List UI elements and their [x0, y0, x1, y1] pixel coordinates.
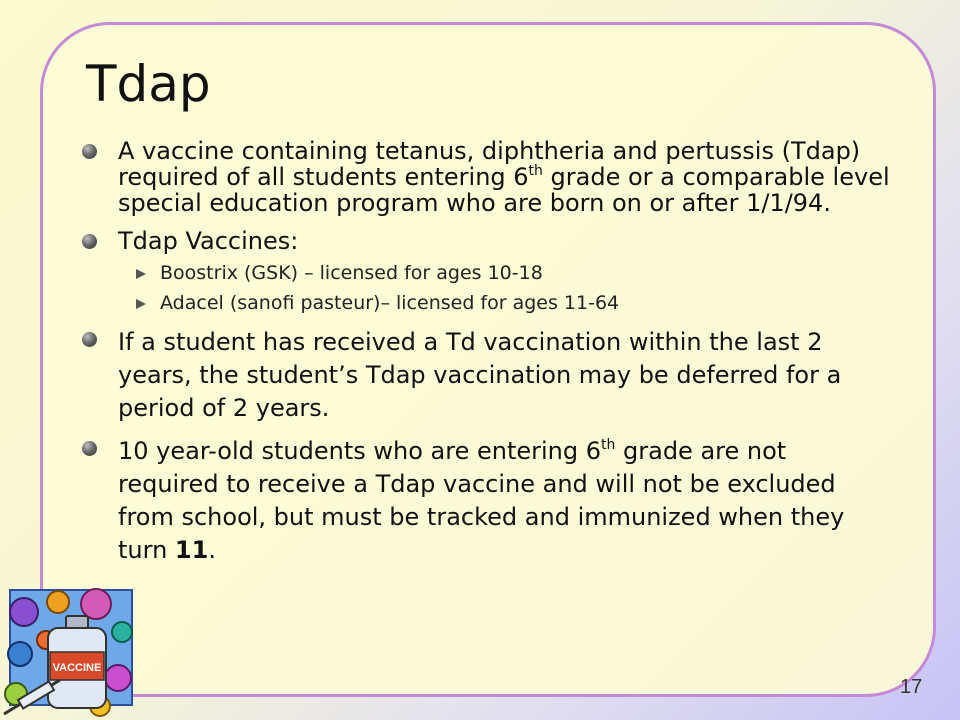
sub-bullet-arrow-icon [136, 299, 146, 309]
sub-bullet-text: Adacel (sanofi pasteur)– licensed for ages 11-64 [160, 292, 620, 314]
bullet-list [80, 138, 890, 567]
bullet-td-deferral [80, 326, 890, 425]
bullet-text: . [208, 536, 216, 564]
slide-number: 17 [900, 676, 923, 698]
bullet-text: grade or a comparable level special education program who are born on or after 1/1/94. [118, 163, 890, 217]
sub-bullet-text: Boostrix (GSK) – licensed for ages 10-18 [160, 262, 543, 284]
bullet-tdap-requirement [80, 138, 890, 216]
sub-bullet-boostrix [80, 258, 890, 288]
bullet-text: grade are not required to receive a Tdap vaccine and will not be excluded from school, but must be tracked and immunized when they turn [118, 437, 845, 564]
bullet-ball-icon [82, 441, 97, 456]
bullet-ball-icon [82, 144, 97, 159]
bullet-text: If a student has received a Td vaccination within the last 2 years, the student’s Tdap vaccination may be deferred for a period of 2 years. [118, 328, 842, 422]
sub-bullet-adacel [80, 288, 890, 318]
superscript: th [528, 163, 543, 179]
bullet-tdap-vaccines [80, 228, 890, 254]
bullet-text: Tdap Vaccines: [118, 227, 299, 255]
vaccine-label: VACCINE [52, 662, 102, 674]
bullet-ball-icon [82, 234, 97, 249]
vaccine-clipart [0, 582, 140, 720]
vaccine-bottle-icon [48, 616, 106, 708]
superscript: th [601, 437, 616, 453]
slide-title: Tdap [86, 55, 211, 113]
bullet-text: A vaccine containing tetanus, diphtheria and pertussis (Tdap) required of all students entering 6 [118, 137, 861, 191]
bullet-ten-year-olds [80, 435, 890, 567]
bold-age: 11 [174, 536, 209, 564]
bullet-ball-icon [82, 332, 97, 347]
bullet-text: 10 year-old students who are entering 6 [118, 437, 601, 465]
sub-bullet-arrow-icon [136, 269, 146, 279]
